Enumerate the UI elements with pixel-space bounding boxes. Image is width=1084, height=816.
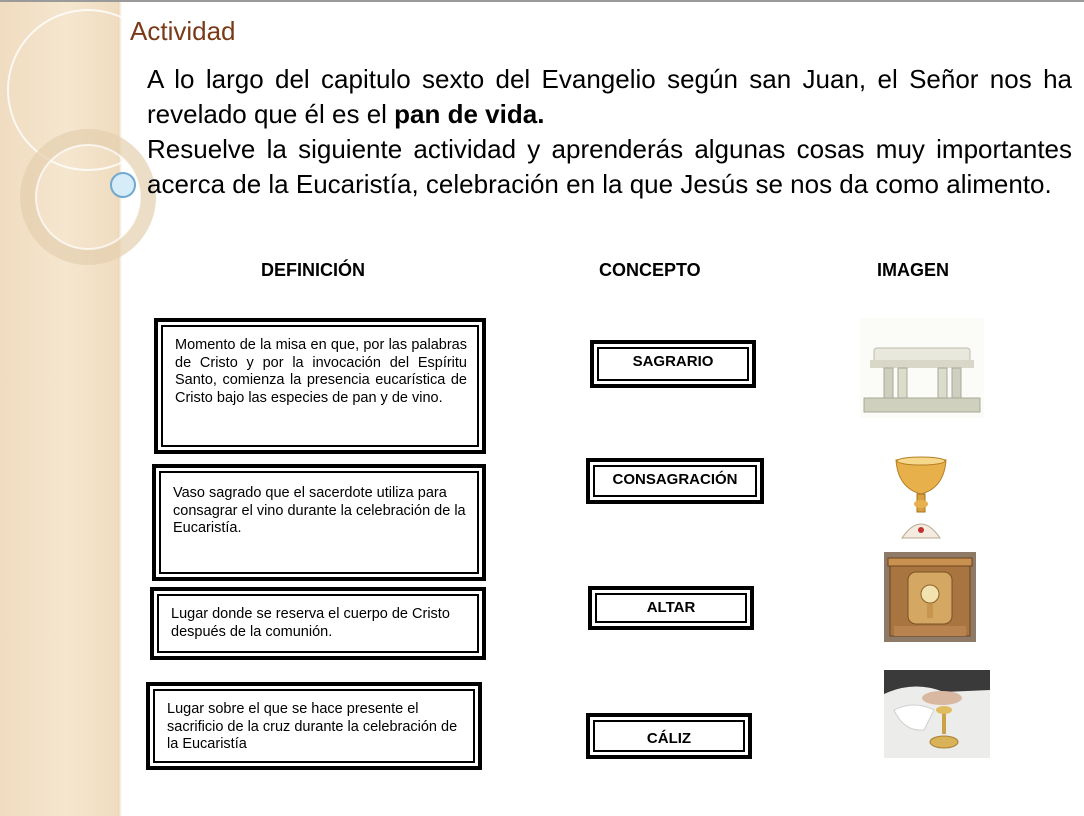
definition-box-1[interactable] <box>154 318 486 454</box>
concept-box-consagracion[interactable] <box>586 458 764 504</box>
definition-box-3[interactable] <box>150 587 486 660</box>
intro-text <box>147 62 1072 202</box>
concept-label-consagracion: CONSAGRACIÓN <box>593 465 757 497</box>
intro-text-1: A lo largo del capitulo sexto del Evangelio según san Juan, el Señor nos ha revelado que él es el <box>147 64 1072 129</box>
header-concepto: CONCEPTO <box>599 260 701 280</box>
concept-label-sagrario: SAGRARIO <box>597 347 749 381</box>
intro-bold: pan de vida. <box>394 99 545 129</box>
intro-paragraph-2: Resuelve la siguiente actividad y aprenderás algunas cosas muy importantes acerca de la Eucaristía, celebración en la que Jesús se nos da como alimento. <box>147 134 1072 199</box>
concept-box-caliz[interactable] <box>586 713 752 759</box>
concept-box-altar[interactable] <box>588 586 754 630</box>
definition-text-3: Lugar donde se reserva el cuerpo de Cristo después de la comunión. <box>157 594 479 653</box>
definition-box-4[interactable] <box>146 682 482 770</box>
intro-paragraph-1 <box>147 62 1072 132</box>
altar-icon[interactable] <box>860 318 984 418</box>
header-definicion: DEFINICIÓN <box>261 260 366 280</box>
concept-box-sagrario[interactable] <box>590 340 756 388</box>
header-imagen: IMAGEN <box>877 260 949 280</box>
definition-text-2: Vaso sagrado que el sacerdote utiliza para consagrar el vino durante la celebración de la Eucaristía. <box>159 471 479 574</box>
concept-label-caliz: CÁLIZ <box>593 720 745 752</box>
chalice-icon[interactable] <box>888 454 954 544</box>
definition-box-2[interactable] <box>152 464 486 581</box>
bullet-dot-icon <box>111 173 135 197</box>
decorative-circles <box>0 2 160 322</box>
definition-text-4: Lugar sobre el que se hace presente el sacrificio de la cruz durante la celebración de la Eucaristía <box>153 689 475 763</box>
concept-label-altar: ALTAR <box>595 593 747 623</box>
definition-text-1: Momento de la misa en que, por las palabras de Cristo y por la invocación del Espíritu Santo, comienza la presencia eucarística de Cristo bajo las especies de pan y de vino. <box>161 325 479 447</box>
slide-title: Actividad <box>130 16 236 46</box>
consecration-photo-icon[interactable] <box>884 670 990 758</box>
tabernacle-icon[interactable] <box>884 552 976 642</box>
